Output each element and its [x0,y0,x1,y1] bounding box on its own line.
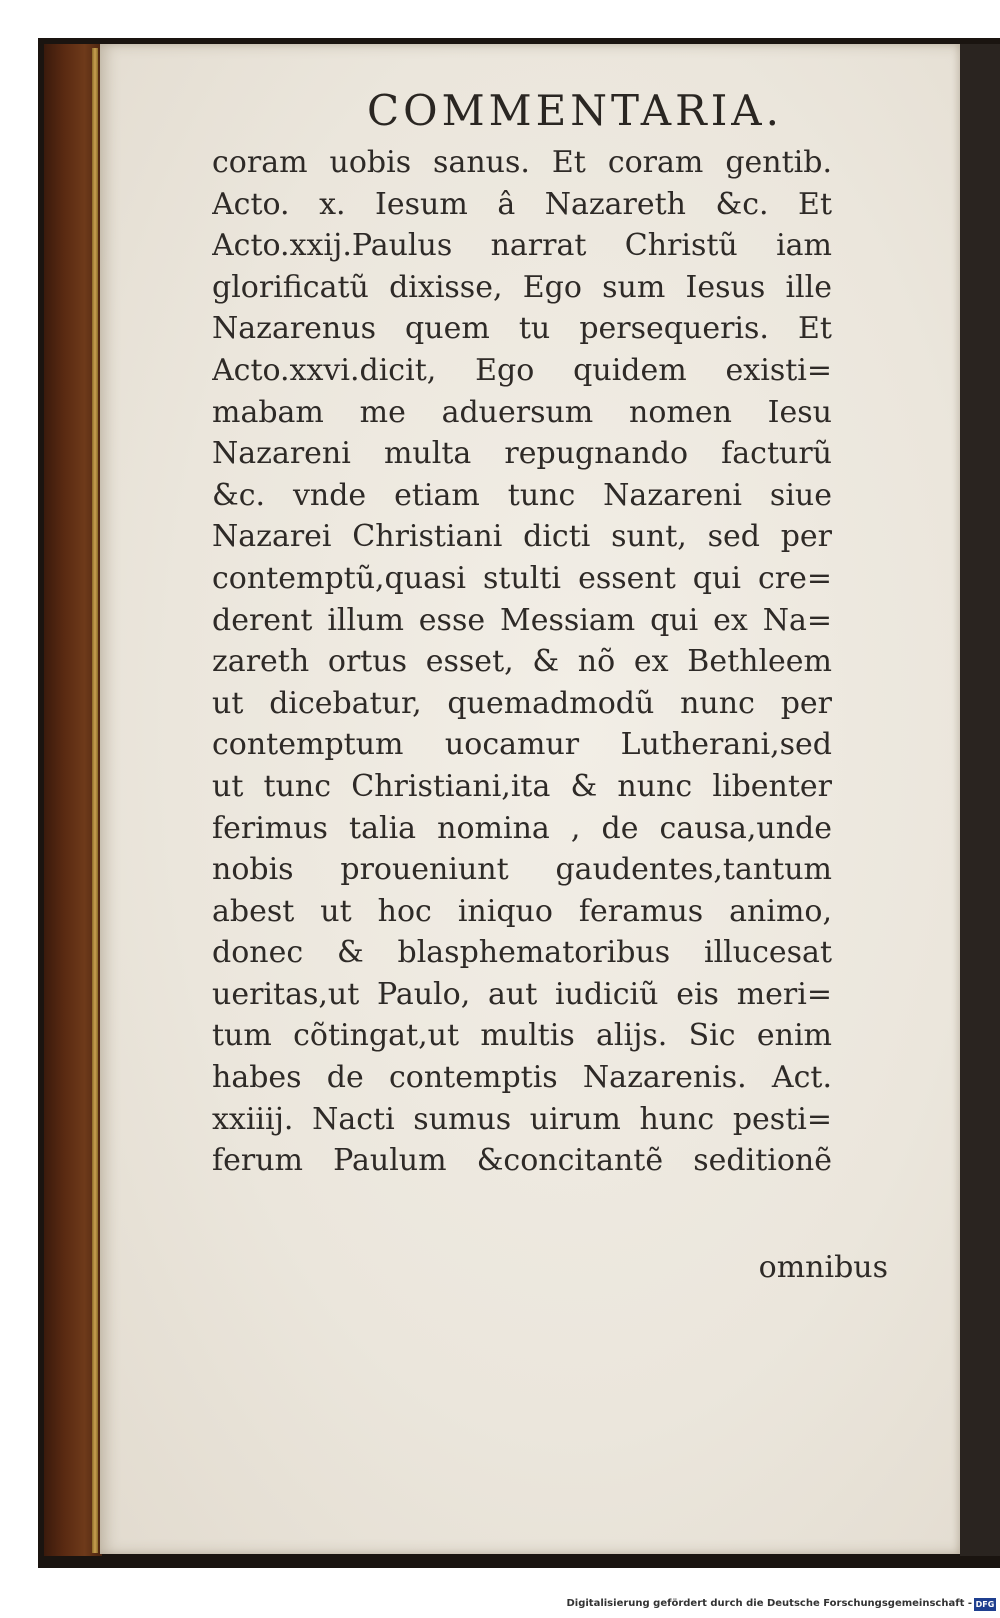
text-line: zareth ortus esset, & nõ ex Bethleem [212,644,832,680]
footer-bar [0,1596,1000,1618]
text-line: Nazarenus quem tu persequeris. Et [212,311,832,347]
text-line: tum cõtingat,ut multis alijs. Sic enim [212,1018,832,1054]
text-line: Acto.xxij.Paulus narrat Christũ iam [212,228,832,264]
text-line: xxiiij. Nacti sumus uirum hunc pesti= [212,1101,832,1137]
text-line: &c. vnde etiam tunc Nazareni siue [212,477,832,513]
text-line: Acto.xxvi.dicit, Ego quidem existi= [212,352,832,388]
text-line: contemptũ,quasi stulti essent qui cre= [212,560,832,596]
dfg-logo-icon: DFG [975,1600,995,1609]
text-line: ferimus talia nomina , de causa,unde [212,810,832,846]
text-line: donec & blasphematoribus illucesat [212,935,832,971]
text-line: mabam me aduersum nomen Iesu [212,394,832,430]
text-line: abest ut hoc iniquo feramus animo, [212,893,832,929]
text-line: coram uobis sanus. Et coram gentib. [212,145,832,180]
running-head: COMMENTARIA. [367,86,783,135]
text-line: Acto. x. Iesum â Nazareth &c. Et [212,186,832,222]
text-block [212,142,832,1182]
text-line: glorificatũ dixisse, Ego sum Iesus ille [212,269,832,305]
text-line: nobis proueniunt gaudentes,tantum [212,852,832,888]
text-line: ut tunc Christiani,ita & nunc libenter [212,768,832,804]
text-line: habes de contemptis Nazarenis. Act. [212,1060,832,1096]
footer-credit: Digitalisierung gefördert durch die Deutsche Forschungsgemeinschaft - [566,1598,972,1609]
catchword: omnibus [758,1250,888,1285]
text-line: ferum Paulum &concitantẽ seditionẽ [212,1143,832,1179]
text-line: Nazarei Christiani dicti sunt, sed per [212,519,832,555]
text-line: ueritas,ut Paulo, aut iudiciũ eis meri= [212,976,832,1012]
text-line: ut dicebatur, quemadmodũ nunc per [212,685,832,721]
scan-right-edge [960,44,1000,1556]
text-line: contemptum uocamur Lutherani,sed [212,727,832,763]
text-line: derent illum esse Messiam qui ex Na= [212,602,832,638]
book-gilt-edge [92,48,98,1553]
text-line: Nazareni multa repugnando facturũ [212,436,832,472]
